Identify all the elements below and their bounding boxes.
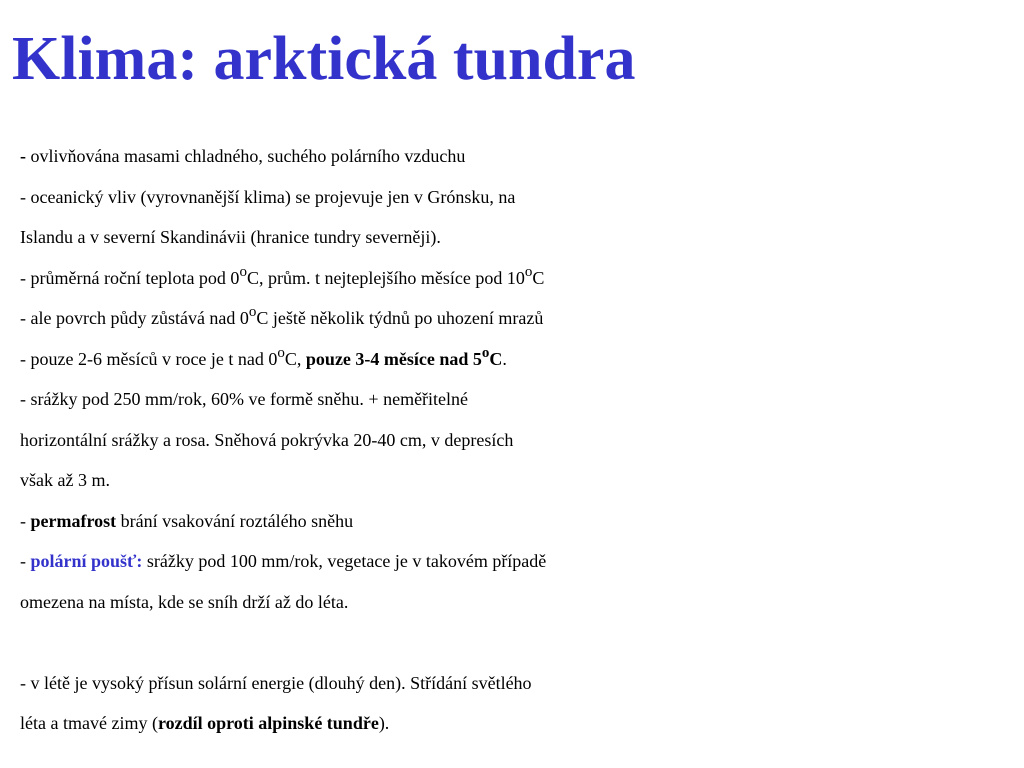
text: -	[20, 551, 31, 571]
text: - průměrná roční teplota pod 0	[20, 267, 240, 288]
text: C	[489, 348, 503, 369]
text: pouze 3-4 měsíce nad 5	[305, 348, 482, 369]
bullet-line-6-cont: horizontální srážky a rosa. Sněhová pokrývka 20-40 cm, v depresích	[20, 429, 514, 450]
bullet-line-1	[20, 136, 1024, 177]
bullet-line-2-cont: Islandu a v severní Skandinávii (hranice tundry severněji).	[20, 227, 441, 247]
bullet-line-8-cont: omezena na místa, kde se sníh drží až do léta.	[20, 591, 349, 612]
text: - ale povrch půdy zůstává nad 0	[20, 308, 249, 328]
bullet-line-7	[20, 501, 1024, 542]
emphasis-permafrost: permafrost	[30, 510, 117, 531]
degree-symbol: o	[524, 263, 533, 280]
bullet-line-6-cont: však až 3 m.	[20, 470, 110, 490]
bullet-line-3	[20, 258, 1024, 299]
text: .	[502, 348, 507, 369]
text: C, prům. t nejteplejšího měsíce pod 10	[246, 267, 525, 288]
bullet-line-9-cont	[20, 703, 1024, 744]
blank-line	[20, 622, 1024, 663]
bullet-line-6: - srážky pod 250 mm/rok, 60% ve formě sněhu. + neměřitelné	[20, 389, 469, 409]
emphasis-polar-desert: polární poušť:	[30, 551, 143, 571]
emphasis	[305, 344, 503, 369]
text: srážky pod 100 mm/rok, vegetace je v takovém případě	[142, 551, 547, 571]
degree-symbol: o	[248, 304, 257, 320]
text: -	[20, 510, 31, 531]
degree-symbol: o	[481, 344, 490, 361]
text: C,	[284, 348, 306, 369]
bullet-dash: -	[20, 146, 26, 166]
bullet-line-8	[20, 541, 1024, 582]
bullet-line-4	[20, 298, 1024, 339]
text: C ještě několik týdnů po uhození mrazů	[256, 308, 544, 328]
text: brání vsakování roztálého sněhu	[116, 510, 354, 531]
slide-title: Klima: arktická tundra	[12, 25, 636, 93]
bullet-line-2: - oceanický vliv (vyrovnanější klima) se projevuje jen v Grónsku, na	[20, 186, 516, 207]
emphasis: rozdíl oproti alpinské tundře	[157, 713, 379, 733]
text: léta a tmavé zimy (	[20, 713, 158, 733]
text: - pouze 2-6 měsíců v roce je t nad 0	[20, 348, 278, 369]
degree-symbol: o	[277, 344, 285, 361]
text: ).	[378, 713, 390, 733]
slide-body	[20, 136, 1024, 744]
text: C	[532, 267, 545, 288]
degree-symbol: o	[239, 263, 247, 280]
bullet-line-5	[20, 339, 1024, 380]
bullet-line-9: - v létě je vysoký přísun solární energie (dlouhý den). Střídání světlého	[20, 672, 532, 693]
text: ovlivňována masami chladného, suchého polárního vzduchu	[26, 146, 466, 166]
